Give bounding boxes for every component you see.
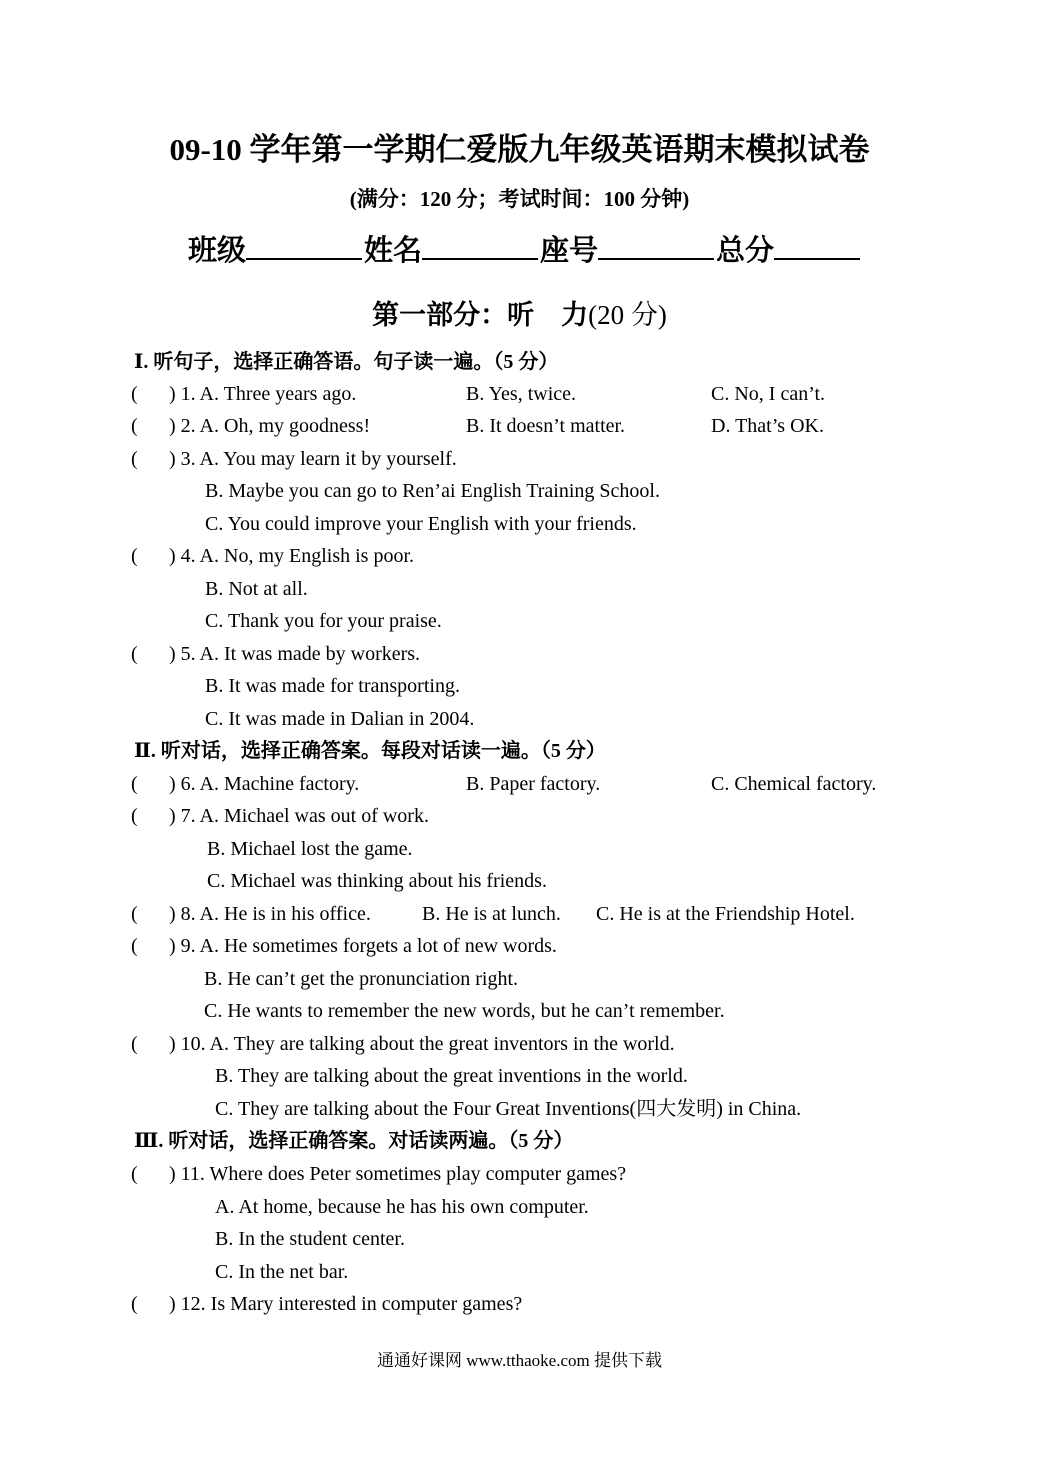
q3-a: ) 3. A. You may learn it by yourself. [169, 448, 457, 470]
answer-paren: ( [131, 805, 138, 827]
section-3-title: Ⅲ. 听对话，选择正确答案。对话读两遍。（5 分） [134, 1130, 574, 1152]
q8-b: B. He is at lunch. [422, 903, 561, 925]
q10-c: C. They are talking about the Four Great Inventions(四大发明) in China. [215, 1098, 802, 1120]
question-4 [0, 540, 1039, 572]
q9-c: C. He wants to remember the new words, but he can’t remember. [204, 1000, 725, 1022]
name-label: 姓名 [364, 235, 423, 267]
answer-paren: ( [131, 903, 138, 925]
q11-b: B. In the student center. [215, 1228, 405, 1250]
answer-paren: ( [131, 1163, 138, 1185]
q6-c: C. Chemical factory. [711, 773, 877, 795]
answer-paren: ( [131, 935, 138, 957]
q5-c: C. It was made in Dalian in 2004. [205, 708, 475, 730]
seat-label: 座号 [540, 235, 599, 267]
q5-b: B. It was made for transporting. [205, 675, 460, 697]
q3-c: C. You could improve your English with your friends. [205, 513, 637, 535]
q8-a: ) 8. A. He is in his office. [169, 903, 371, 925]
q6-b: B. Paper factory. [466, 773, 601, 795]
q2-a: ) 2. A. Oh, my goodness! [169, 415, 371, 437]
question-11 [0, 1158, 1039, 1190]
answer-paren: ( [131, 1293, 138, 1315]
part-heading [0, 294, 1039, 336]
question-1 [0, 378, 1039, 410]
q9-b: B. He can’t get the pronunciation right. [204, 968, 518, 990]
q5-a: ) 5. A. It was made by workers. [169, 643, 421, 665]
q8-c: C. He is at the Friendship Hotel. [596, 903, 855, 925]
q4-b: B. Not at all. [205, 578, 308, 600]
answer-paren: ( [131, 383, 138, 405]
q11-stem: ) 11. Where does Peter sometimes play computer games? [169, 1163, 627, 1185]
q10-b: B. They are talking about the great inventions in the world. [215, 1065, 688, 1087]
section-1-title: Ⅰ. 听句子，选择正确答语。句子读一遍。（5 分） [134, 351, 559, 373]
question-9 [0, 930, 1039, 962]
student-info-row [188, 224, 888, 274]
question-3 [0, 443, 1039, 475]
answer-paren: ( [131, 545, 138, 567]
q9-a: ) 9. A. He sometimes forgets a lot of new words. [169, 935, 557, 957]
question-10 [0, 1028, 1039, 1060]
q7-c: C. Michael was thinking about his friends. [207, 870, 547, 892]
name-blank[interactable] [422, 224, 538, 260]
q1-c: C. No, I can’t. [711, 383, 826, 405]
q11-c: C. In the net bar. [215, 1261, 349, 1283]
question-12 [0, 1288, 1039, 1320]
q3-b: B. Maybe you can go to Ren’ai English Training School. [205, 480, 660, 502]
question-6 [0, 768, 1039, 800]
exam-title: 09-10 学年第一学期仁爱版九年级英语期末模拟试卷 [169, 132, 870, 167]
q11-a: A. At home, because he has his own computer. [215, 1196, 589, 1218]
question-7 [0, 800, 1039, 832]
q2-d: D. That’s OK. [711, 415, 824, 437]
seat-blank[interactable] [598, 224, 714, 260]
question-8 [0, 898, 1039, 930]
q1-b: B. Yes, twice. [466, 383, 577, 405]
q2-b: B. It doesn’t matter. [466, 415, 626, 437]
part-title: 第一部分：听 力 [372, 300, 589, 330]
answer-paren: ( [131, 415, 138, 437]
q12-stem: ) 12. Is Mary interested in computer games? [169, 1293, 523, 1315]
answer-paren: ( [131, 773, 138, 795]
answer-paren: ( [131, 448, 138, 470]
score-label: 总分 [716, 235, 775, 267]
score-blank[interactable] [774, 224, 860, 260]
class-label: 班级 [188, 235, 247, 267]
exam-subtitle: (满分：120 分；考试时间：100 分钟) [349, 187, 690, 211]
q7-a: ) 7. A. Michael was out of work. [169, 805, 429, 827]
footer-credit: 通通好课网 www.tthaoke.com 提供下载 [376, 1351, 663, 1370]
q1-a: ) 1. A. Three years ago. [169, 383, 357, 405]
q7-b: B. Michael lost the game. [207, 838, 413, 860]
section-2-title: Ⅱ. 听对话，选择正确答案。每段对话读一遍。（5 分） [134, 740, 606, 762]
part-score: (20 分) [588, 300, 667, 330]
q4-a: ) 4. A. No, my English is poor. [169, 545, 415, 567]
question-5 [0, 638, 1039, 670]
q4-c: C. Thank you for your praise. [205, 610, 442, 632]
question-2 [0, 410, 1039, 442]
class-blank[interactable] [246, 224, 362, 260]
answer-paren: ( [131, 1033, 138, 1055]
answer-paren: ( [131, 643, 138, 665]
q6-a: ) 6. A. Machine factory. [169, 773, 360, 795]
q10-a: ) 10. A. They are talking about the great inventors in the world. [169, 1033, 675, 1055]
